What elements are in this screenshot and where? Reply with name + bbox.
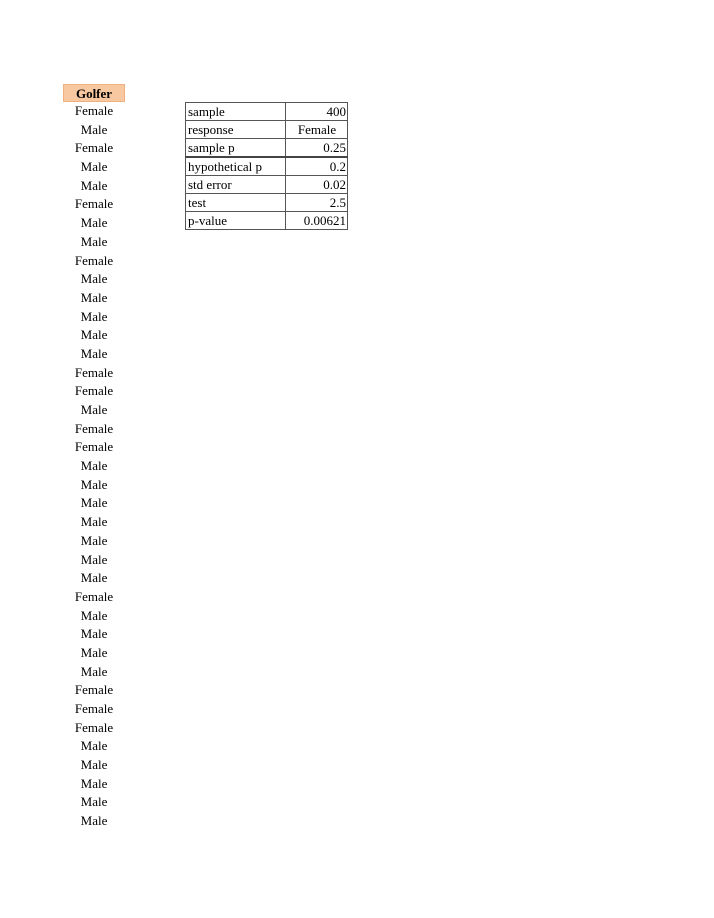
stats-row — [186, 212, 348, 230]
golfer-cell[interactable]: Male — [80, 607, 108, 623]
golfer-cell[interactable]: Male — [80, 532, 108, 548]
stats-value-cell[interactable]: 0.25 — [286, 139, 348, 158]
golfer-cell[interactable]: Female — [74, 439, 114, 455]
golfer-cell[interactable]: Male — [80, 476, 108, 492]
golfer-column — [63, 84, 125, 831]
stats-value-cell[interactable]: 0.00621 — [286, 212, 348, 230]
stats-label-cell[interactable]: test — [186, 194, 286, 212]
golfer-cell[interactable]: Male — [80, 570, 108, 586]
golfer-cell[interactable]: Male — [80, 794, 108, 810]
golfer-cell[interactable]: Male — [80, 289, 108, 305]
golfer-cell[interactable]: Male — [80, 757, 108, 773]
stats-label-cell[interactable]: hypothetical p — [186, 157, 286, 176]
golfer-cell[interactable]: Male — [80, 233, 108, 249]
golfer-cell[interactable]: Male — [80, 775, 108, 791]
golfer-cell[interactable]: Male — [80, 644, 108, 660]
golfer-cell[interactable]: Male — [80, 121, 108, 137]
golfer-column-header[interactable]: Golfer — [63, 84, 125, 102]
golfer-cell[interactable]: Male — [80, 215, 108, 231]
hypothesis-test-table — [185, 102, 348, 230]
golfer-cell[interactable]: Male — [80, 514, 108, 530]
golfer-cell[interactable]: Female — [74, 252, 114, 268]
golfer-values-list — [63, 102, 125, 831]
stats-row — [186, 194, 348, 212]
golfer-cell[interactable]: Male — [80, 159, 108, 175]
stats-label-cell[interactable]: std error — [186, 176, 286, 194]
golfer-cell[interactable]: Female — [74, 196, 114, 212]
golfer-cell[interactable]: Female — [74, 140, 114, 156]
golfer-cell[interactable]: Male — [80, 177, 108, 193]
golfer-cell[interactable]: Male — [80, 813, 108, 829]
stats-label-cell[interactable]: sample — [186, 103, 286, 121]
golfer-cell[interactable]: Male — [80, 626, 108, 642]
stats-row — [186, 121, 348, 139]
golfer-cell[interactable]: Male — [80, 738, 108, 754]
golfer-cell[interactable]: Male — [80, 663, 108, 679]
golfer-cell[interactable]: Male — [80, 495, 108, 511]
stats-row — [186, 157, 348, 176]
golfer-cell[interactable]: Female — [74, 383, 114, 399]
stats-row — [186, 139, 348, 158]
stats-value-cell[interactable]: 0.2 — [286, 157, 348, 176]
golfer-cell[interactable]: Female — [74, 420, 114, 436]
golfer-cell[interactable]: Female — [74, 103, 114, 118]
golfer-cell[interactable]: Female — [74, 682, 114, 698]
stats-row — [186, 103, 348, 121]
golfer-cell[interactable]: Male — [80, 458, 108, 474]
stats-label-cell[interactable]: response — [186, 121, 286, 139]
golfer-cell[interactable]: Female — [74, 364, 114, 380]
golfer-cell[interactable]: Male — [80, 402, 108, 417]
golfer-cell[interactable]: Male — [80, 551, 108, 567]
golfer-cell[interactable]: Male — [80, 327, 108, 343]
stats-value-cell[interactable]: 0.02 — [286, 176, 348, 194]
stats-label-cell[interactable]: sample p — [186, 139, 286, 158]
stats-value-cell[interactable]: 2.5 — [286, 194, 348, 212]
stats-row — [186, 176, 348, 194]
golfer-cell[interactable]: Male — [80, 345, 108, 361]
golfer-cell[interactable]: Male — [80, 271, 108, 287]
golfer-cell[interactable]: Male — [80, 308, 108, 324]
stats-value-cell[interactable]: Female — [286, 121, 348, 139]
stats-value-cell[interactable]: 400 — [286, 103, 348, 121]
stats-label-cell[interactable]: p-value — [186, 212, 286, 230]
golfer-cell[interactable]: Female — [74, 701, 114, 716]
golfer-cell[interactable]: Female — [74, 588, 114, 604]
golfer-cell[interactable]: Female — [74, 719, 114, 735]
